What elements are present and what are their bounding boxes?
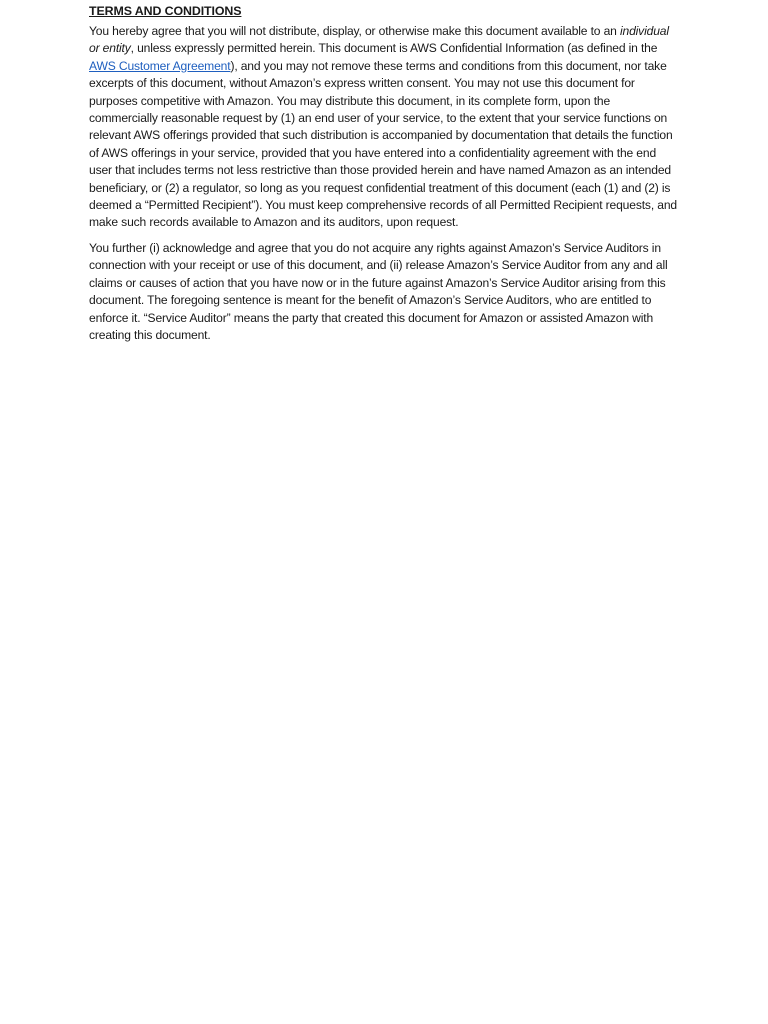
terms-paragraph-1	[89, 23, 681, 232]
paragraph-1-text-c: ), and you may not remove these terms and conditions from this document, nor take excerpts of this document, without Amazon’s express written consent. You may not use this document for purposes competitive with Amazon. You may distribute this document, in its complete form, upon the commercially reasonable request by (1) an end user of your service, to the extent that your service functions on relevant AWS offerings provided that such distribution is accompanied by documentation that details the function of AWS offerings in your service, provided that you have entered into a confidentiality agreement with the end user that includes terms not less restrictive than those provided herein and have named Amazon as an intended beneficiary, or (2) a regulator, so long as you request confidential treatment of this document (each (1) and (2) is deemed a “Permitted Recipient”). You must keep comprehensive records of all Permitted Recipient requests, and make such records available to Amazon and its auditors, upon request.	[89, 58, 677, 230]
paragraph-1-text-b: , unless expressly permitted herein. This document is AWS Confidential Information (as defined in the	[130, 41, 658, 56]
document-page	[89, 2, 681, 352]
terms-paragraph-2: You further (i) acknowledge and agree that you do not acquire any rights against Amazon’s Service Auditors in connection with your receipt or use of this document, and (ii) release Amazon’s Service Auditor from any and all claims or causes of action that you have now or in the future against Amazon’s Service Auditor arising from this document. The foregoing sentence is meant for the benefit of Amazon’s Service Auditors, who are entitled to enforce it. “Service Auditor” means the party that created this document for Amazon or assisted Amazon with creating this document.	[89, 240, 668, 342]
aws-customer-agreement-link[interactable]: AWS Customer Agreement	[89, 58, 231, 73]
paragraph-1-text-a: You hereby agree that you will not distribute, display, or otherwise make this document available to an	[89, 24, 620, 38]
paragraph-1-italic: individual or entity	[89, 24, 669, 56]
terms-heading: TERMS AND CONDITIONS	[89, 4, 242, 18]
